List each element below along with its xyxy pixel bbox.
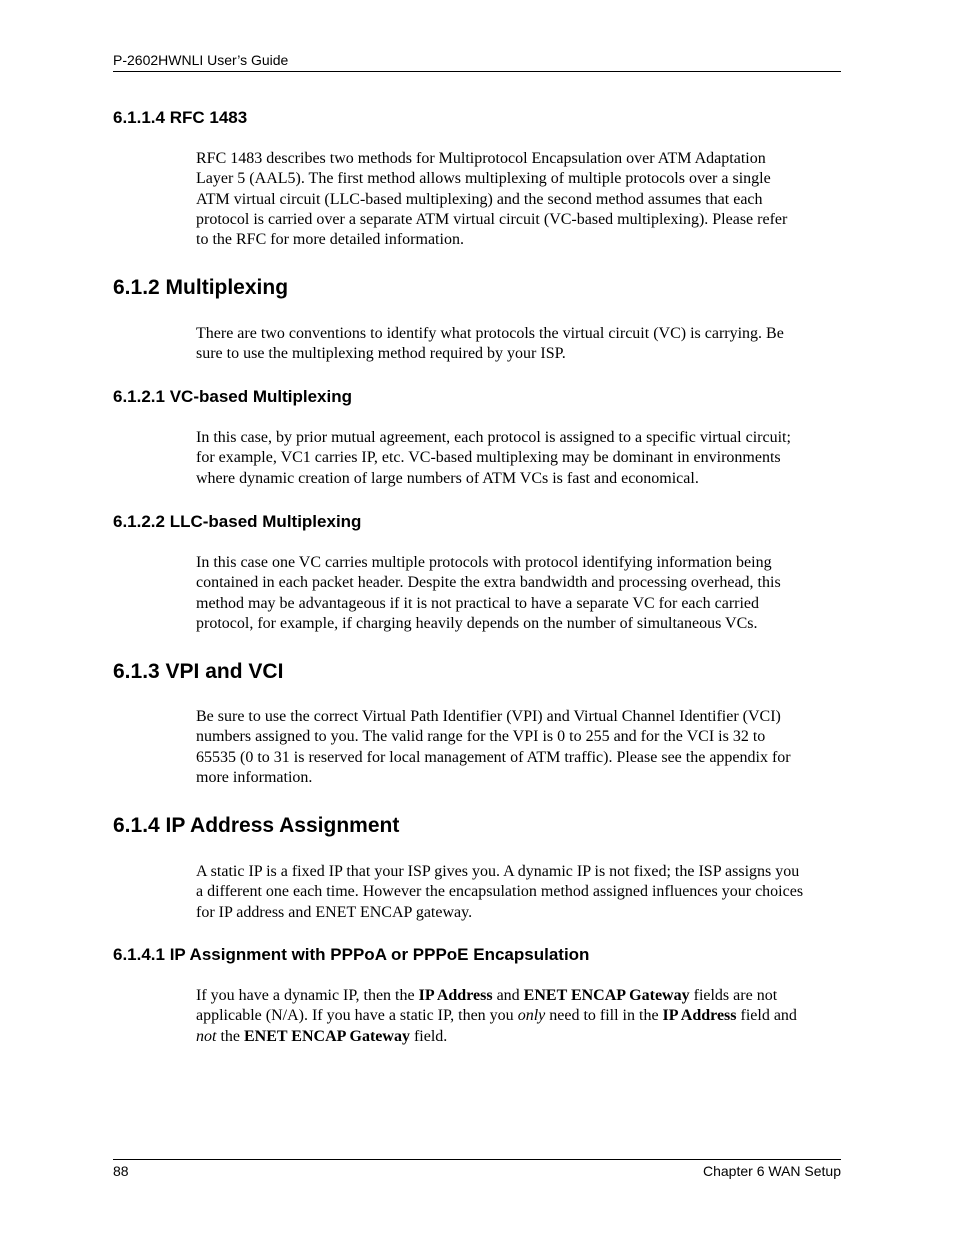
text-run: fields are not: [689, 987, 778, 1004]
text-run: field.: [409, 1027, 448, 1045]
running-header: P-2602HWNLI User’s Guide: [113, 52, 289, 68]
text-line: RFC 1483 describes two methods for Multiprotocol Encapsulation over ATM Adaptation: [196, 150, 766, 167]
text-line: protocol, for example, if charging heavily depends on the number of simultaneous VCs.: [196, 614, 758, 632]
paragraph-vc-based-multiplexing: [196, 428, 846, 489]
heading-vpi-and-vci: 6.1.3 VPI and VCI: [113, 660, 284, 683]
text-line: protocol is carried over a separate ATM virtual circuit (VC-based multiplexing). Please refer: [196, 210, 788, 228]
text-line: where dynamic creation of large numbers of ATM VCs is fast and economical.: [196, 469, 699, 487]
text-line: a different one each time. However the encapsulation method assigned influences your choices: [196, 883, 804, 901]
text-line: A static IP is a fixed IP that your ISP gives you. A dynamic IP is not fixed; the ISP assigns you: [196, 863, 800, 880]
paragraph-multiplexing: [196, 324, 846, 365]
paragraph-llc-based-multiplexing: [196, 553, 846, 634]
paragraph-ip-address-assignment: [196, 862, 846, 923]
page-number: 88: [113, 1163, 129, 1179]
text-line: numbers assigned to you. The valid range for the VPI is 0 to 255 and for the VCI is 32 to: [196, 728, 766, 746]
text-line: There are two conventions to identify what protocols the virtual circuit (VC) is carrying. Be: [196, 325, 784, 342]
text-line: 65535 (0 to 31 is reserved for local management of ATM traffic). Please see the appendix for: [196, 748, 791, 766]
heading-ip-address-assignment: 6.1.4 IP Address Assignment: [113, 814, 400, 837]
footer-rule: [113, 1159, 841, 1160]
text-line: for IP address and ENET ENCAP gateway.: [196, 903, 473, 921]
text-line: ATM virtual circuit (LLC-based multiplexing) and the second method assumes that each: [196, 190, 763, 208]
italic-term: only: [517, 1007, 546, 1025]
paragraph-rfc-1483: [196, 149, 846, 250]
text-line: Layer 5 (AAL5). The first method allows multiplexing of multiple protocols over a single: [196, 170, 771, 188]
heading-ip-assignment-pppoa-pppoe: 6.1.4.1 IP Assignment with PPPoA or PPPoE Encapsulation: [113, 945, 590, 964]
text-run: the: [216, 1027, 244, 1045]
italic-term: not: [196, 1027, 217, 1045]
text-line: In this case one VC carries multiple protocols with protocol identifying information being: [196, 554, 772, 571]
heading-llc-based-multiplexing: 6.1.2.2 LLC-based Multiplexing: [113, 512, 362, 531]
text-run: If you have a dynamic IP, then the: [196, 987, 419, 1004]
text-line: [196, 1027, 846, 1047]
text-line: for example, VC1 carries IP, etc. VC-based multiplexing may be dominant in environments: [196, 449, 781, 467]
heading-rfc-1483: 6.1.1.4 RFC 1483: [113, 108, 248, 127]
paragraph-ip-assignment-pppoa-pppoe: [196, 986, 846, 1047]
text-line: contained in each packet header. Despite the extra bandwidth and processing overhead, this: [196, 574, 781, 592]
text-line: [196, 1006, 846, 1026]
text-run: and: [492, 987, 524, 1004]
bold-term: IP Address: [418, 987, 493, 1004]
header-rule: [113, 71, 841, 72]
paragraph-vpi-and-vci: [196, 707, 846, 788]
text-line: to the RFC for more detailed information.: [196, 231, 464, 249]
text-line: Be sure to use the correct Virtual Path Identifier (VPI) and Virtual Channel Identifier (VCI): [196, 708, 781, 725]
text-run: need to fill in the: [545, 1007, 663, 1025]
chapter-title: Chapter 6 WAN Setup: [703, 1163, 841, 1179]
text-line: method may be advantageous if it is not practical to have a separate VC for each carried: [196, 594, 760, 612]
text-line: sure to use the multiplexing method required by your ISP.: [196, 345, 566, 363]
text-run: field and: [736, 1007, 797, 1025]
bold-term: IP Address: [662, 1007, 737, 1025]
heading-multiplexing: 6.1.2 Multiplexing: [113, 276, 289, 299]
bold-term: ENET ENCAP Gateway: [523, 987, 690, 1004]
text-run: applicable (N/A). If you have a static IP, then you: [196, 1007, 518, 1025]
heading-vc-based-multiplexing: 6.1.2.1 VC-based Multiplexing: [113, 387, 353, 406]
text-line: In this case, by prior mutual agreement, each protocol is assigned to a specific virtual circuit;: [196, 429, 791, 446]
text-line: [196, 986, 846, 1006]
bold-term: ENET ENCAP Gateway: [244, 1027, 410, 1045]
text-line: more information.: [196, 768, 313, 786]
